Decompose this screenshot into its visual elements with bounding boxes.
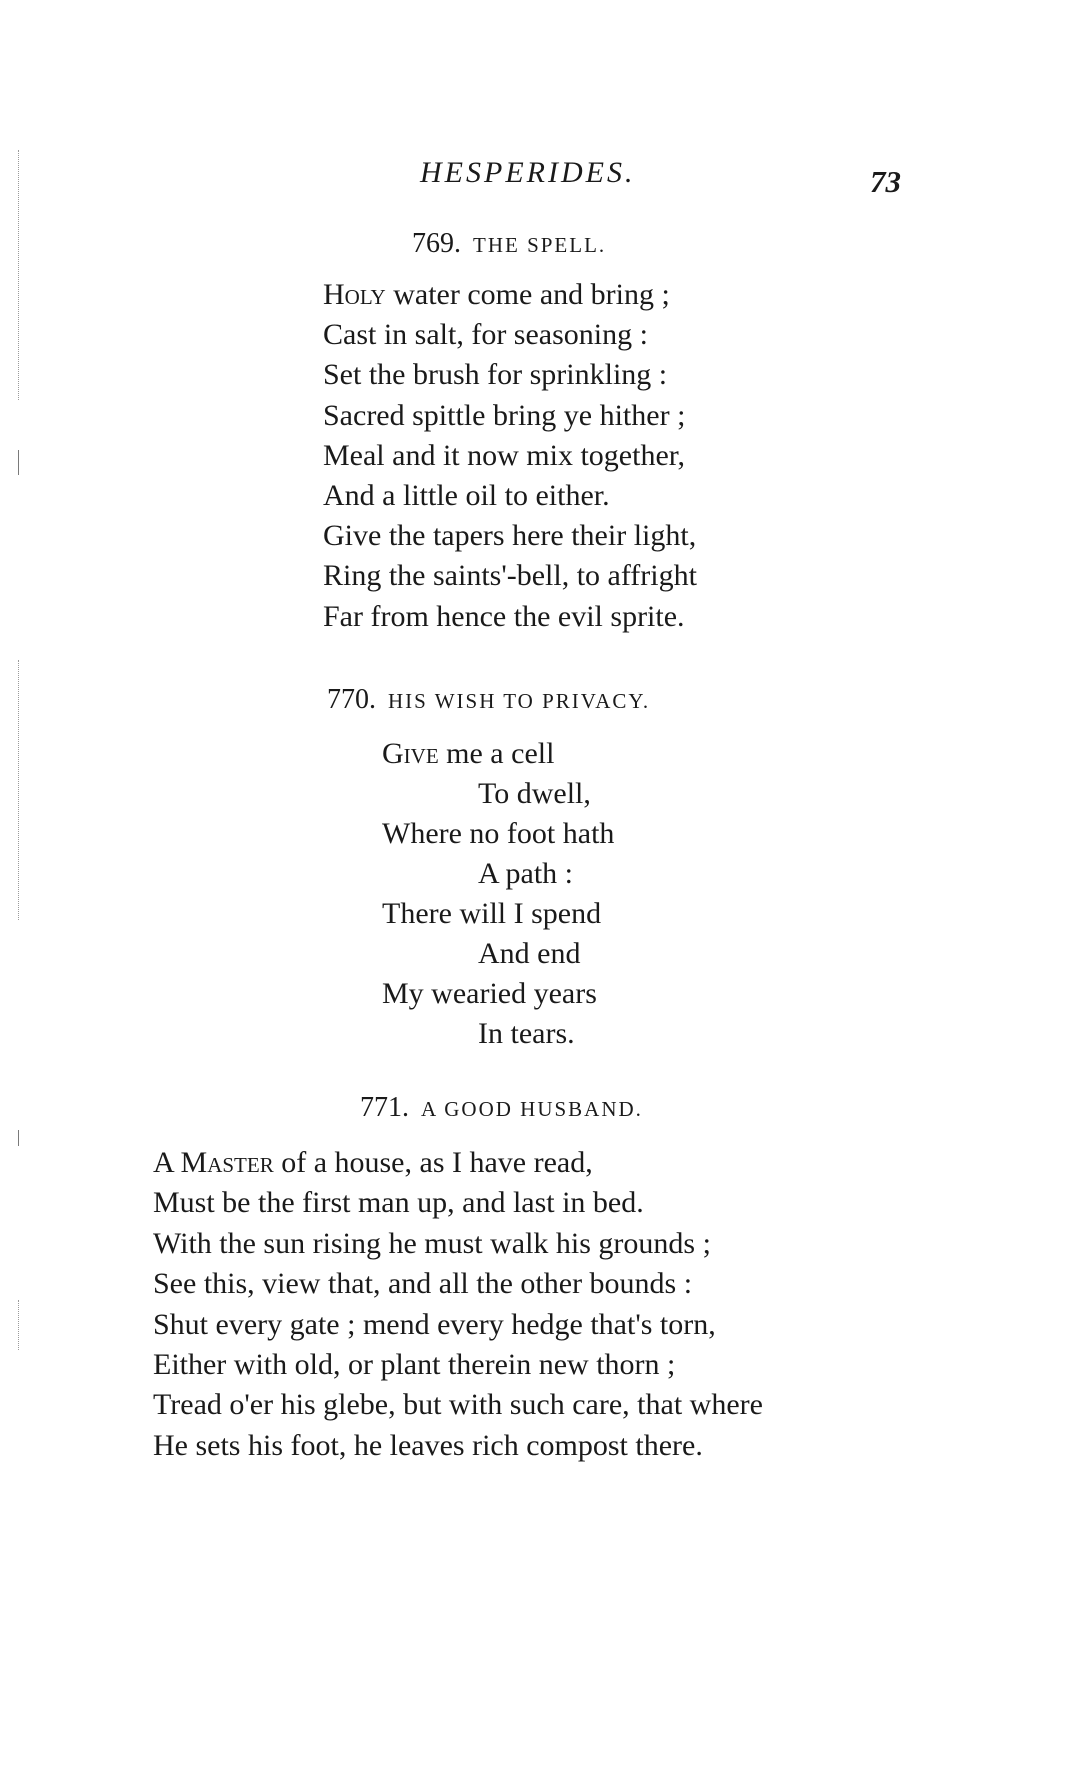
verse-line: There will I spend: [382, 897, 602, 930]
running-head: HESPERIDES.: [420, 156, 636, 189]
verse-line: A Master of a house, as I have read,: [153, 1146, 593, 1179]
verse-line: Must be the first man up, and last in bed.: [153, 1186, 644, 1220]
verse-line: He sets his foot, he leaves rich compost there.: [153, 1428, 703, 1462]
verse-line: Give the tapers here their light,: [323, 519, 697, 553]
scan-margin-mark: [18, 1130, 20, 1146]
verse-line: Sacred spittle bring ye hither ;: [323, 398, 686, 432]
poem-body: [153, 1143, 763, 1466]
poem-heading: [412, 228, 606, 260]
verse-line: Far from hence the evil sprite.: [323, 599, 685, 633]
verse-line: A path :: [478, 857, 573, 890]
verse-lead-word: Master: [180, 1146, 274, 1179]
scan-margin-mark: [18, 450, 20, 475]
verse-lead-word: Holy: [323, 278, 386, 311]
verse-line: To dwell,: [478, 777, 591, 810]
verse-lead-word: Give: [382, 737, 439, 770]
scan-margin-mark: [18, 660, 20, 920]
verse-line: My wearied years: [382, 977, 597, 1010]
verse-line: Holy water come and bring ;: [323, 278, 670, 311]
verse-line: Cast in salt, for seasoning :: [323, 318, 648, 352]
page-number: 73: [870, 164, 901, 199]
scan-margin-mark: [18, 1300, 20, 1350]
verse-line: Shut every gate ; mend every hedge that's torn,: [153, 1307, 716, 1341]
poem-heading: [360, 1092, 643, 1124]
poem-title: HIS WISH TO PRIVACY.: [388, 689, 651, 713]
poem-number: 770.: [327, 684, 376, 715]
verse-line: Set the brush for sprinkling :: [323, 358, 668, 392]
verse-line: Give me a cell: [382, 737, 555, 770]
verse-line: With the sun rising he must walk his grounds ;: [153, 1226, 711, 1260]
verse-line: Tread o'er his glebe, but with such care, that where: [153, 1388, 763, 1422]
poem-body: [323, 275, 697, 637]
verse-line: Where no foot hath: [382, 817, 615, 850]
verse-line: And a little oil to either.: [323, 478, 610, 512]
poem-title: THE SPELL.: [473, 233, 607, 257]
poem-body: [382, 734, 614, 1054]
verse-line: See this, view that, and all the other bounds :: [153, 1267, 693, 1301]
verse-line: In tears.: [478, 1017, 575, 1050]
poem-heading: [327, 684, 650, 716]
verse-line: Meal and it now mix together,: [323, 438, 686, 472]
scan-margin-mark: [18, 150, 20, 400]
poem-number: 769.: [412, 228, 461, 259]
poem-number: 771.: [360, 1092, 409, 1123]
verse-line: Ring the saints'-bell, to affright: [323, 559, 697, 593]
verse-line: Either with old, or plant therein new thorn ;: [153, 1347, 676, 1381]
poem-title: A GOOD HUSBAND.: [421, 1097, 643, 1121]
verse-line: And end: [478, 937, 581, 970]
